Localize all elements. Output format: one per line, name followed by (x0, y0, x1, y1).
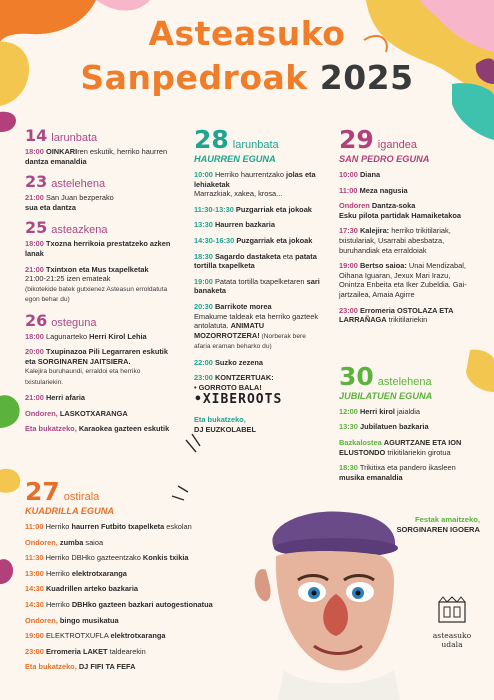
event-time: 10:00 (194, 170, 213, 179)
event-time: 13:30 (194, 220, 213, 230)
event-text: trikitilariekin girotua (385, 447, 451, 457)
event-time: 23:00 (339, 305, 358, 315)
event-time: 11:30-13:30 (194, 204, 234, 214)
day-number: 14 (25, 126, 48, 145)
event (25, 600, 257, 610)
event-strong: elektrotxaranga (71, 568, 127, 578)
event (194, 277, 322, 296)
event (339, 422, 475, 432)
poster-subtitle (0, 58, 494, 97)
event-text: eta (280, 251, 296, 261)
event-time: Ondoren (339, 201, 370, 211)
event-text: Lagunarteko (45, 331, 90, 341)
day-name: astelehena (51, 178, 106, 191)
event-time: 17:30 (339, 226, 358, 236)
title-sanpedroak: Sanpedroak (80, 58, 308, 97)
event-text: eskolan (164, 522, 192, 531)
event-text: Unai Mendizabal, Oihana Iguaran, Jexux Mari Irazu, Onintza Enbeita eta Iker Zubeldia. Gai-jartzailea, Amaia Agirre (339, 261, 467, 299)
event-note: (bikotekide batek gutxienez Asteasun erroldatuta egon behar du) (25, 285, 168, 304)
event (25, 347, 175, 387)
event-time: 18:30 (339, 463, 358, 473)
event-time: Ondoren, (25, 537, 58, 547)
event-strong: Konkis txikia (142, 553, 189, 563)
day-name: astelehena (377, 375, 432, 388)
day-subtitle: SAN PEDRO EGUNA (339, 154, 430, 164)
event-text: Herriko DBHko gazteentzako (45, 553, 143, 563)
event-time: 11:00 (25, 522, 44, 531)
event-strong: OSTOLAZA ETA LARRAÑAGA (339, 305, 454, 325)
event-text: taldearekin (107, 646, 146, 656)
day-header-30 (339, 361, 475, 391)
event-time: Ondoren, (25, 408, 58, 418)
column-june-28 (194, 125, 322, 441)
day-name: larunbata (232, 139, 279, 151)
event-strong: Haurren bazkaria (214, 220, 275, 230)
logo-text: asteasuko udala (432, 631, 472, 649)
event-strong: dantza emanaldia (25, 156, 87, 166)
event (25, 553, 257, 563)
event-strong: ANIMATU MOZORROTZERA! (194, 321, 265, 340)
event (25, 424, 175, 434)
day-header-25 (25, 220, 175, 236)
event-strong: Kuadrillen arteko bazkaria (45, 584, 138, 594)
event-time: 10:00 (339, 170, 358, 179)
event-strong: • GORROTO BALA! (194, 382, 262, 392)
event-strong: Herri kirol (359, 406, 395, 416)
event-strong: DBHko gazteen bazkari autogestionatua (71, 599, 213, 609)
event-time: 11:00 (339, 185, 358, 195)
event-strong: Diana (359, 170, 381, 179)
day-number: 28 (194, 125, 229, 154)
event (194, 358, 322, 368)
event-strong: AGURTZANE ETA ION ELUSTONDO (339, 437, 462, 457)
event (194, 170, 322, 199)
event-strong: Esku pilota partidak Hamaiketakoa (339, 210, 461, 220)
event (339, 407, 475, 417)
event-time: 11:30 (25, 553, 44, 563)
event (25, 409, 175, 419)
event (194, 205, 322, 215)
event (25, 569, 257, 579)
event (25, 393, 175, 403)
event-time: 18:00 (25, 239, 44, 249)
event-text: Herriko (45, 568, 72, 578)
event-time: 20:00 (25, 347, 44, 357)
day-header-26 (25, 310, 175, 330)
event-strong: Herri afaria (45, 393, 85, 403)
event-text: jaialdia (394, 406, 420, 416)
day-header-23 (25, 174, 175, 190)
event-strong: zumba (59, 537, 84, 547)
event (25, 193, 175, 212)
event-strong: Kalejira: (359, 226, 390, 236)
event-time: 20:30 (194, 301, 213, 311)
column-june-29-30 (339, 125, 475, 488)
event-time: 12:00 (339, 406, 358, 416)
event-time: 22:00 (194, 357, 213, 367)
event (339, 170, 475, 180)
event (25, 239, 175, 258)
event-text: herriko trikitilariak, txistulariak, Usarrabi abesbatza, buruhandiak eta erraldoiak (339, 226, 451, 255)
coat-of-arms-icon (435, 596, 469, 624)
municipality-logo (424, 596, 480, 649)
event-strong: Karaokea gazteen eskutik (78, 424, 170, 434)
event-time: 14:30 (25, 584, 44, 594)
event-strong: LASKOTXARANGA (59, 408, 128, 418)
event (339, 306, 475, 325)
event-strong: KONTZERTUAK: (214, 373, 274, 383)
event-strong: haurren Futbito txapelketa (71, 522, 165, 531)
event (194, 252, 322, 271)
day-name: igandea (377, 139, 417, 151)
event (339, 201, 475, 220)
event-strong: musika emanaldia (339, 472, 403, 482)
event (194, 302, 322, 352)
event (339, 186, 475, 196)
event (25, 332, 175, 342)
event-strong: DJ FIFI TA FEFA (78, 662, 136, 672)
day-name: larunbata (51, 132, 98, 144)
event-text: ELEKTROTXUFLA (45, 631, 111, 641)
event-strong: elektrotxaranga (110, 631, 166, 641)
event (339, 438, 475, 457)
event-strong: Herri Kirol Lehia (89, 331, 147, 341)
event-strong: Erromeria LAKET (45, 646, 108, 656)
event-strong: Txozna herrikoia prestatzeko azken lanak (25, 239, 171, 258)
event-strong: Txintxon eta Mus txapelketak (45, 264, 149, 274)
event-strong: Dantza-soka (371, 201, 416, 211)
closing-note-line1: Festak amaitzeko, (415, 515, 480, 524)
event-strong: Barrikote morea (214, 301, 272, 311)
title-year: 2025 (319, 58, 414, 97)
event-time: 19:00 (194, 276, 213, 286)
event-time: 21:00 (25, 393, 44, 403)
event-text: Emakume taldeak eta herriko gazteek antolatuta. (194, 311, 319, 331)
event-time: 19:00 (339, 261, 358, 271)
day-name: osteguna (51, 316, 97, 329)
event-text: Herriko (45, 599, 72, 609)
event-time: Bazkalostea (339, 437, 382, 447)
event-time: Ondoren, (25, 615, 58, 625)
event-strong: Suzko zezena (214, 357, 264, 367)
event (194, 415, 322, 434)
day-header-14 (25, 128, 175, 144)
day-number: 26 (25, 310, 48, 330)
day-header-27 (25, 477, 257, 506)
event-time: 18:30 (194, 251, 213, 261)
event-strong: Bertso saioa: (359, 261, 407, 271)
day-number: 30 (339, 361, 374, 391)
event-strong: Puzgarriak eta jokoak (235, 204, 312, 214)
event (25, 147, 175, 166)
event-time: Eta bukatzeko, (194, 415, 246, 425)
event-time: Eta bukatzeko, (25, 424, 77, 434)
event-text: Patata tortilla txapelketaren (214, 276, 307, 286)
giant-head-illustration (244, 500, 424, 700)
event (25, 522, 257, 532)
event (194, 373, 322, 407)
day-number: 29 (339, 125, 374, 154)
event (339, 261, 475, 299)
event-note: Kalejira buruhaundi, erraldoi eta herriko txistulariekin. (25, 368, 141, 386)
event (25, 631, 257, 641)
event-strong: patata tortilla txapelketa (194, 251, 317, 271)
day-subtitle: KUADRILLA EGUNA (25, 506, 114, 516)
event (25, 538, 257, 548)
event-text: Herriko haurrentzako (214, 170, 287, 179)
day-header-29 (339, 125, 475, 154)
day-subtitle: HAURREN EGUNA (194, 154, 276, 164)
event-note: (Norberak bere afaria eraman beharko du) (194, 332, 306, 351)
event-strong: Jubilatuen bazkaria (359, 422, 429, 432)
event-text: 21:00-21:25 izen emateak (25, 274, 111, 284)
event (25, 584, 257, 594)
event-strong: OINKARI (45, 147, 78, 156)
column-june-14-26 (25, 128, 175, 440)
event-strong: Sagardo dastaketa (214, 251, 281, 261)
day-header-28 (194, 125, 322, 154)
event (25, 265, 175, 305)
event-time: 13:00 (25, 568, 44, 578)
event-time: 13:30 (339, 422, 358, 432)
poster-title: Asteasuko (148, 14, 346, 53)
event-time: 18:00 (25, 331, 44, 341)
event-strong: Erromeria (359, 305, 397, 315)
event (25, 647, 257, 657)
day-subtitle: JUBILATUEN EGUNA (339, 390, 433, 401)
event-time: 14:30-16:30 (194, 235, 235, 245)
event-text: trikitilariekin (386, 315, 428, 325)
day-name: ostirala (63, 491, 100, 503)
event-time: 21:00 (25, 193, 44, 203)
event-strong: sari banaketa (194, 276, 320, 296)
event (25, 662, 257, 672)
event-strong: Txupinazoa Pili Legarraren eskutik eta SORGINAREN JAITSIERA. (25, 347, 168, 366)
column-june-27 (25, 477, 257, 678)
event-time: 23:00 (194, 373, 213, 383)
event (194, 220, 322, 230)
day-number: 27 (25, 477, 60, 506)
event-strong: jolas eta lehiaketak (194, 170, 316, 189)
event-time: 21:00 (25, 264, 44, 274)
event (25, 616, 257, 626)
day-number: 23 (25, 172, 48, 192)
event (194, 236, 322, 246)
event-text: San Juan bezperako (45, 193, 114, 203)
event-time: 23:00 (25, 646, 44, 656)
event-text: Trikitixa eta pandero ikasleen (359, 463, 456, 473)
event-strong: DJ EUZKOLABEL (194, 424, 257, 434)
day-number: 25 (25, 218, 48, 238)
event-time: Eta bukatzeko, (25, 662, 77, 672)
event-strong: Puzgarriak eta jokoak (236, 235, 313, 245)
event (339, 463, 475, 482)
event-handwritten: •XIBEROOTS (194, 392, 283, 408)
event-text: Herriko (45, 522, 72, 531)
closing-note-line2: SORGINAREN IGOERA (396, 525, 480, 534)
event-text: ren eskutik, herriko haurren (77, 147, 168, 156)
event-text: saioa (83, 537, 104, 547)
day-name: asteazkena (51, 224, 108, 237)
event-time: 19:00 (25, 631, 44, 641)
event-time: 14:30 (25, 599, 44, 609)
event-strong: sua eta dantza (25, 202, 76, 212)
event-strong: Meza nagusia (359, 185, 408, 195)
event-text: Marrazkiak, xakea, krosa... (194, 189, 283, 199)
event (339, 226, 475, 255)
event-strong: bingo musikatua (59, 615, 119, 625)
event-time: 18:00 (25, 147, 44, 156)
